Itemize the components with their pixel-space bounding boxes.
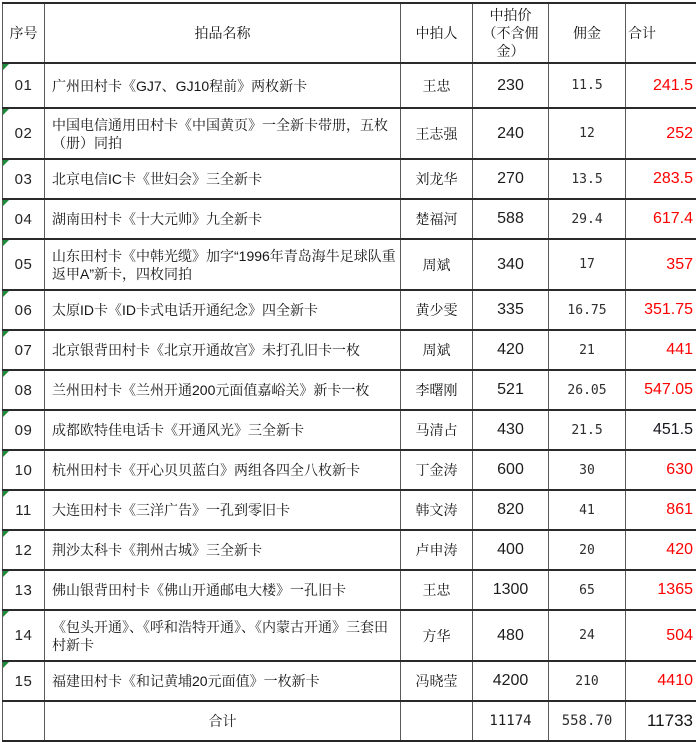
table-row xyxy=(3,159,696,199)
cell-error-flag-icon xyxy=(3,200,9,206)
price-cell: 480 xyxy=(473,610,549,661)
total-cell: 441 xyxy=(626,330,696,370)
fee-cell: 24 xyxy=(549,610,626,661)
winner-cell: 刘龙华 xyxy=(401,159,473,199)
serial-number: 02 xyxy=(15,125,33,142)
fee-cell: 21.5 xyxy=(549,410,626,450)
fee-cell: 41 xyxy=(549,490,626,530)
cell-error-flag-icon xyxy=(3,291,9,297)
item-name-cell: 山东田村卡《中韩光缆》加字“1996年青岛海牛足球队重返甲A”新卡，四枚同拍 xyxy=(45,239,401,290)
cell-error-flag-icon xyxy=(3,662,9,668)
serial-cell xyxy=(3,290,45,330)
table-row xyxy=(3,450,696,490)
item-name-cell: 北京银背田村卡《北京开通故宫》未打孔旧卡一枚 xyxy=(45,330,401,370)
price-cell: 270 xyxy=(473,159,549,199)
cell-error-flag-icon xyxy=(3,531,9,537)
winner-cell: 冯晓莹 xyxy=(401,661,473,701)
table-row xyxy=(3,63,696,108)
serial-cell xyxy=(3,490,45,530)
table-row xyxy=(3,370,696,410)
table-row xyxy=(3,610,696,661)
item-name-cell: 广州田村卡《GJ7、GJ10程前》两枚新卡 xyxy=(45,63,401,108)
summary-row xyxy=(3,701,696,741)
serial-cell-empty xyxy=(3,701,45,741)
auction-results-table xyxy=(2,2,696,742)
fee-cell: 29.4 xyxy=(549,199,626,239)
serial-cell xyxy=(3,661,45,701)
winner-cell: 马清占 xyxy=(401,410,473,450)
price-cell: 521 xyxy=(473,370,549,410)
price-cell: 240 xyxy=(473,108,549,159)
header-serial: 序号 xyxy=(3,3,45,63)
serial-cell xyxy=(3,330,45,370)
serial-number: 12 xyxy=(15,542,33,559)
serial-cell xyxy=(3,410,45,450)
summary-fee-cell: 558.70 xyxy=(549,701,626,741)
item-name-cell: 湖南田村卡《十大元帅》九全新卡 xyxy=(45,199,401,239)
serial-cell xyxy=(3,370,45,410)
header-total: 合计 xyxy=(626,3,696,63)
price-cell: 420 xyxy=(473,330,549,370)
winner-cell-empty xyxy=(401,701,473,741)
total-cell: 504 xyxy=(626,610,696,661)
total-cell: 351.75 xyxy=(626,290,696,330)
winner-cell: 周斌 xyxy=(401,330,473,370)
item-name-cell: 北京电信IC卡《世妇会》三全新卡 xyxy=(45,159,401,199)
fee-cell: 11.5 xyxy=(549,63,626,108)
total-cell: 630 xyxy=(626,450,696,490)
item-name-cell: 中国电信通用田村卡《中国黄页》一全新卡带册，五枚（册）同拍 xyxy=(45,108,401,159)
total-cell: 420 xyxy=(626,530,696,570)
table-row xyxy=(3,290,696,330)
fee-cell: 30 xyxy=(549,450,626,490)
serial-number: 14 xyxy=(15,627,33,644)
header-price: 中拍价（不含佣金） xyxy=(473,3,549,63)
item-name-cell: 太原ID卡《ID卡式电话开通纪念》四全新卡 xyxy=(45,290,401,330)
serial-cell xyxy=(3,108,45,159)
price-cell: 4200 xyxy=(473,661,549,701)
item-name-cell: 福建田村卡《和记黄埔20元面值》一枚新卡 xyxy=(45,661,401,701)
fee-cell: 17 xyxy=(549,239,626,290)
cell-error-flag-icon xyxy=(3,160,9,166)
price-cell: 588 xyxy=(473,199,549,239)
cell-error-flag-icon xyxy=(3,240,9,246)
header-winner: 中拍人 xyxy=(401,3,473,63)
winner-cell: 卢申涛 xyxy=(401,530,473,570)
serial-cell xyxy=(3,159,45,199)
item-name-cell: 荆沙太科卡《荆州古城》三全新卡 xyxy=(45,530,401,570)
serial-number: 11 xyxy=(15,502,32,519)
serial-cell xyxy=(3,530,45,570)
winner-cell: 李曙刚 xyxy=(401,370,473,410)
price-cell: 335 xyxy=(473,290,549,330)
price-cell: 1300 xyxy=(473,570,549,610)
winner-cell: 黄少雯 xyxy=(401,290,473,330)
item-name-cell: 《包头开通》、《呼和浩特开通》、《内蒙古开通》三套田村新卡 xyxy=(45,610,401,661)
item-name-cell: 佛山银背田村卡《佛山开通邮电大楼》一孔旧卡 xyxy=(45,570,401,610)
serial-number: 03 xyxy=(15,171,33,188)
price-cell: 600 xyxy=(473,450,549,490)
table-row xyxy=(3,570,696,610)
cell-error-flag-icon xyxy=(3,109,9,115)
header-item-name: 拍品名称 xyxy=(45,3,401,63)
total-cell: 357 xyxy=(626,239,696,290)
item-name-cell: 杭州田村卡《开心贝贝蓝白》两组各四全八枚新卡 xyxy=(45,450,401,490)
table-row xyxy=(3,239,696,290)
winner-cell: 方华 xyxy=(401,610,473,661)
winner-cell: 韩文涛 xyxy=(401,490,473,530)
fee-cell: 12 xyxy=(549,108,626,159)
price-cell: 430 xyxy=(473,410,549,450)
cell-error-flag-icon xyxy=(3,451,9,457)
fee-cell: 21 xyxy=(549,330,626,370)
cell-error-flag-icon xyxy=(3,331,9,337)
cell-error-flag-icon xyxy=(3,64,9,70)
fee-cell: 16.75 xyxy=(549,290,626,330)
winner-cell: 王志强 xyxy=(401,108,473,159)
serial-cell xyxy=(3,63,45,108)
cell-error-flag-icon xyxy=(3,411,9,417)
cell-error-flag-icon xyxy=(3,371,9,377)
serial-number: 04 xyxy=(15,211,33,228)
table-row xyxy=(3,661,696,701)
price-cell: 340 xyxy=(473,239,549,290)
fee-cell: 65 xyxy=(549,570,626,610)
price-cell: 230 xyxy=(473,63,549,108)
serial-number: 13 xyxy=(15,582,33,599)
summary-total-cell: 11733 xyxy=(626,701,696,741)
cell-error-flag-icon xyxy=(3,491,9,497)
serial-cell xyxy=(3,570,45,610)
total-cell: 617.4 xyxy=(626,199,696,239)
serial-number: 08 xyxy=(15,382,33,399)
serial-number: 05 xyxy=(15,256,33,273)
total-cell: 252 xyxy=(626,108,696,159)
total-cell: 861 xyxy=(626,490,696,530)
table-row xyxy=(3,530,696,570)
fee-cell: 20 xyxy=(549,530,626,570)
winner-cell: 楚福河 xyxy=(401,199,473,239)
total-cell: 547.05 xyxy=(626,370,696,410)
total-cell: 4410 xyxy=(626,661,696,701)
item-name-cell: 大连田村卡《三洋广告》一孔到零旧卡 xyxy=(45,490,401,530)
fee-cell: 210 xyxy=(549,661,626,701)
total-cell: 241.5 xyxy=(626,63,696,108)
serial-number: 06 xyxy=(15,302,33,319)
total-cell: 451.5 xyxy=(626,410,696,450)
total-cell: 1365 xyxy=(626,570,696,610)
summary-price-cell: 11174 xyxy=(473,701,549,741)
table-row xyxy=(3,330,696,370)
price-cell: 820 xyxy=(473,490,549,530)
item-name-cell: 兰州田村卡《兰州开通200元面值嘉峪关》新卡一枚 xyxy=(45,370,401,410)
table-row xyxy=(3,199,696,239)
serial-number: 10 xyxy=(15,462,33,479)
item-name-cell: 成都欧特佳电话卡《开通风光》三全新卡 xyxy=(45,410,401,450)
serial-number: 07 xyxy=(15,342,33,359)
fee-cell: 13.5 xyxy=(549,159,626,199)
winner-cell: 丁金涛 xyxy=(401,450,473,490)
table-row xyxy=(3,490,696,530)
serial-cell xyxy=(3,610,45,661)
serial-number: 01 xyxy=(15,77,33,94)
table-row xyxy=(3,410,696,450)
fee-cell: 26.05 xyxy=(549,370,626,410)
serial-number: 09 xyxy=(15,422,33,439)
price-cell: 400 xyxy=(473,530,549,570)
serial-cell xyxy=(3,199,45,239)
winner-cell: 王忠 xyxy=(401,570,473,610)
serial-cell xyxy=(3,450,45,490)
serial-number: 15 xyxy=(15,673,33,690)
total-cell: 283.5 xyxy=(626,159,696,199)
header-fee: 佣金 xyxy=(549,3,626,63)
cell-error-flag-icon xyxy=(3,571,9,577)
winner-cell: 周斌 xyxy=(401,239,473,290)
summary-label-cell: 合计 xyxy=(45,701,401,741)
serial-cell xyxy=(3,239,45,290)
table-header-row xyxy=(3,3,696,63)
winner-cell: 王忠 xyxy=(401,63,473,108)
cell-error-flag-icon xyxy=(3,611,9,617)
table-row xyxy=(3,108,696,159)
